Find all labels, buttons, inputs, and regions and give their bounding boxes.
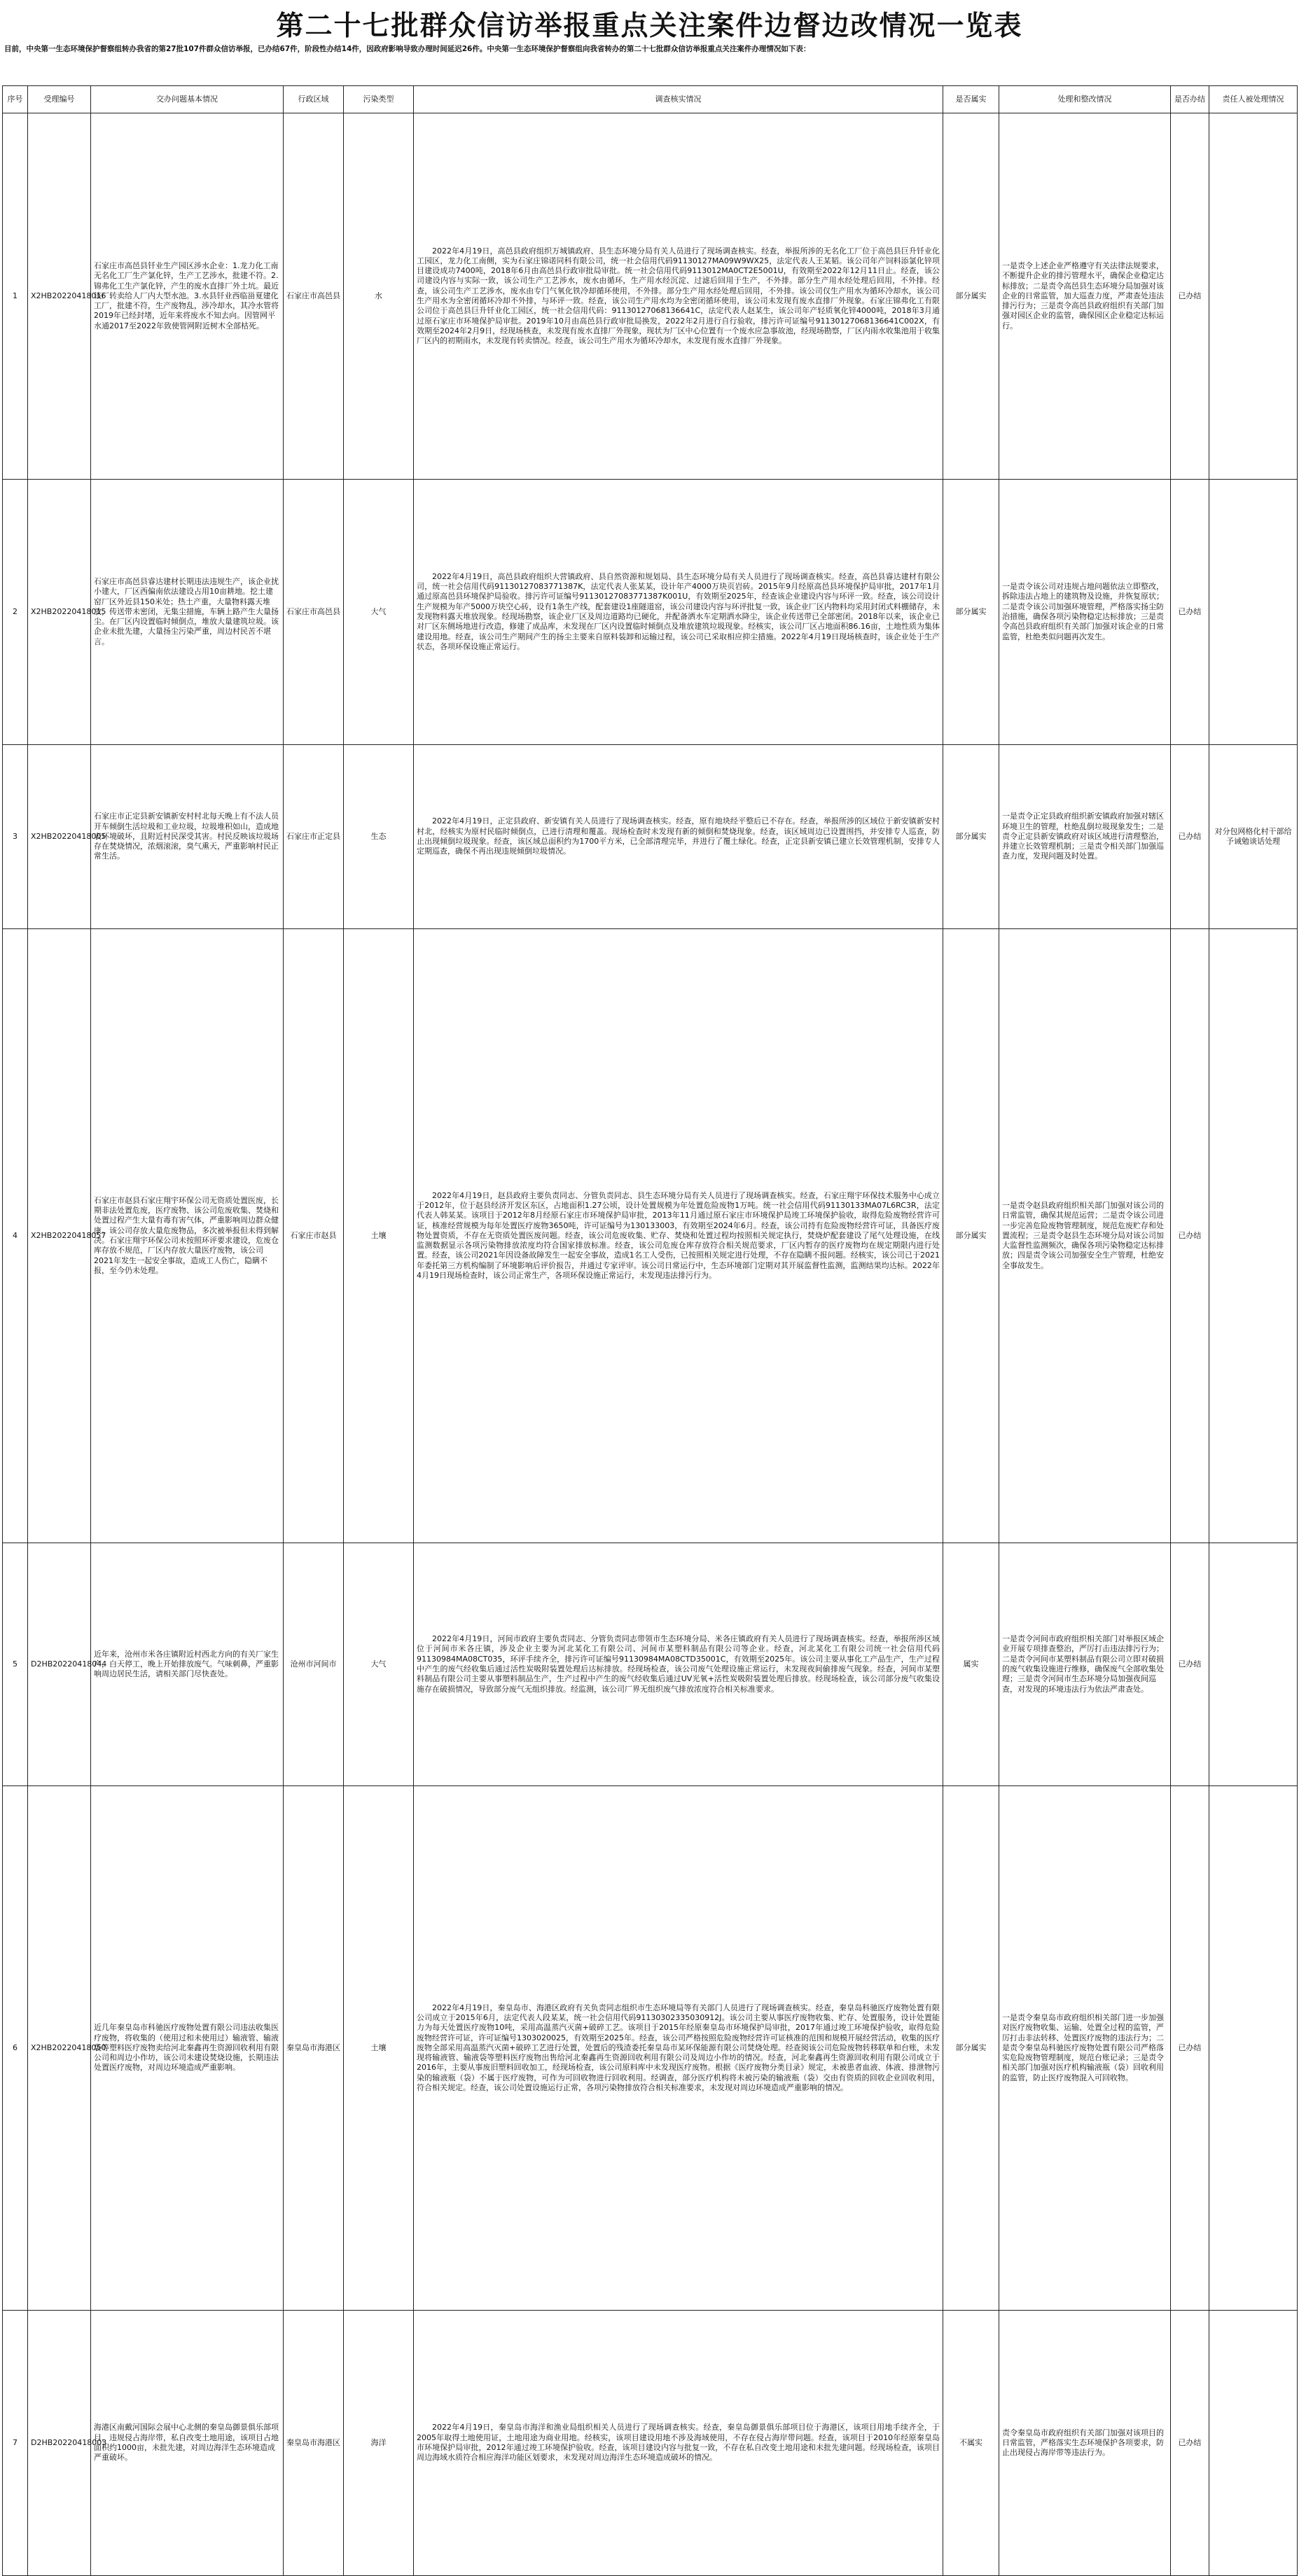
case-action: 一是责令秦皇岛市政府组织相关部门进一步加强对医疗废物收集、运输、处置全过程的监管，严厉打击非法转移、处置医疗废物的违法行为；二是责令秦皇岛科驰医疗废物处置有限公司严格落实危险废物管理制度，规范台账记录；三是责令相关部门加强对医疗机构输液瓶（袋）回收利用的监管，防止医疗废物混入可回收物。: [999, 1786, 1171, 2311]
table-row: [3, 1786, 1298, 2311]
case-type: 土壤: [344, 1786, 414, 2311]
case-truth: 部分属实: [943, 480, 999, 745]
case-punish: 对分包网格化村干部给予诫勉谈话处理: [1209, 745, 1298, 929]
row-number: 7: [3, 2311, 28, 2576]
row-number: 6: [3, 1786, 28, 2311]
case-truth: 部分属实: [943, 1786, 999, 2311]
case-punish: [1209, 1786, 1298, 2311]
row-number: 1: [3, 113, 28, 480]
case-issue: 海港区南戴河国际会展中心北侧的秦皇岛御景俱乐部项目，违规侵占海岸带，私自改变土地用途，该项目占地面积约1000亩，未批先建，对周边海洋生态环境造成严重破坏。: [91, 2311, 284, 2576]
case-punish: [1209, 929, 1298, 1543]
case-done: 已办结: [1171, 2311, 1209, 2576]
header-cell: 交办问题基本情况: [91, 86, 284, 113]
case-region: 秦皇岛市海港区: [284, 2311, 344, 2576]
row-number: 3: [3, 745, 28, 929]
case-truth: 不属实: [943, 2311, 999, 2576]
case-type: 土壤: [344, 929, 414, 1543]
case-done: 已办结: [1171, 113, 1209, 480]
case-region: 石家庄市赵县: [284, 929, 344, 1543]
header-cell: 行政区域: [284, 86, 344, 113]
case-verify: 2022年4月19日，河间市政府主要负责同志、分管负责同志带领市生态环境分局、米各庄镇政府有关人员进行了现场调查核实。经查，举报所涉区域位于河间市米各庄镇，涉及企业主要为河北某化工有限公司、河间市某塑料制品有限公司等企业。经查，河北某化工有限公司统一社会信用代码91130984MA08CT035，环评手续齐全，排污许可证编号91130984MA08CTD35001C，有效期至2025年。该公司主要从事化工产品生产，生产过程中产生的废气经收集后通过活性炭吸附装置处理后达标排放。经现场检查，该公司废气处理设施正常运行，未发现夜间偷排废气现象。经查，河间市某塑料制品有限公司主要从事塑料制品生产，生产过程中产生的废气经收集后通过UV光氧+活性炭吸附装置处理后排放。经现场检查，该公司部分废气收集设施存在破损情况，导致部分废气无组织排放。经监测，该公司厂界无组织废气排放浓度符合相关标准要求。: [414, 1543, 943, 1786]
case-action: 一是责令赵县政府组织相关部门加强对该公司的日常监管，确保其规范运营；二是责令该公司进一步完善危险废物管理制度，规范危废贮存和处置流程；三是责令赵县生态环境分局对该公司加大监督性监测频次，确保各项污染物稳定达标排放；四是责令该公司加强安全生产管理，杜绝安全事故发生。: [999, 929, 1171, 1543]
case-punish: [1209, 113, 1298, 480]
table-row: [3, 480, 1298, 745]
case-punish: [1209, 2311, 1298, 2576]
case-code: X2HB20220418015: [28, 480, 91, 745]
header-cell: 责任人被处理情况: [1209, 86, 1298, 113]
header-cell: 受理编号: [28, 86, 91, 113]
case-verify: 2022年4月19日，高邑县政府组织万城镇政府、县生态环境分局有关人员进行了现场调查核实。经查，举报所涉的无名化工厂位于高邑县巨升钎业化工园区，龙力化工南侧，实为石家庄锦诺同科有限公司，统一社会信用代码91130127MA09W9WX25，法定代表人王某韬。该公司年产饲料添氯化锌项目建设成功7400吨，2018年6月由高邑县行政审批局审批。统一社会信用代码9113012MA0CT2E5001U，有效期至2022年12月11日止。经查，该公司建设内容与实际一致，该公司生产工艺涉水，废水由循环，生产用水经沉淀、过滤后回用于生产，不外排。部分生产用水经处理后回用，不外排。经查，该公司生产工艺涉水，废水由专门气氧化铁冷却循环使用，不外排。部分生产用水经处理后回用，不外排。该公司仅生产用水为循环冷却水，该公司生产用水为全密闭循环冷却不外排，与环评一致。经查，该公司生产用水均为全密闭循环使用，该公司未发现有废水直排厂外现象。石家庄锦弗化工有限公司位于高邑县巨升钎业化工园区，统一社会信用代码：91130127068136641C，法定代表人赵某生，该公司年产轻质氧化锌4000吨，2018年3月通过原石家庄市环境保护局审批。2019年10月由高邑县行政审批局换发，2022年2月进行自行验收，排污许可证编号91130127068136641C002X，有效期至2024年2月9日，经现场核查，未发现有废水直排厂外现象，现状为厂区中心位置有一个废水应急事故池，经现场勘察，厂区内雨水收集池用于收集厂区内的初期雨水，未发现有转卖情况。经查，该公司生产用水为循环冷却水，未发现有废水直排厂外现象。: [414, 113, 943, 480]
header-cell: 是否属实: [943, 86, 999, 113]
case-done: 已办结: [1171, 1543, 1209, 1786]
case-done: 已办结: [1171, 480, 1209, 745]
case-issue: 石家庄市高邑县睿达建材长期违法违规生产，该企业扰小建大，厂区西偏南依法建设占用10亩耕地。挖土建窑厂区外近县150米处；热土产重，大量物料露天堆放，传送带未密闭，无集尘措施，车辆上路产生大量扬尘。在厂区内设置临时倾倒点，堆放大量建筑垃圾。该企业未批先建，大量扬尘污染严重，周边村民苦不堪言。: [91, 480, 284, 745]
case-punish: [1209, 1543, 1298, 1786]
case-code: D2HB20220418044: [28, 1543, 91, 1786]
case-code: X2HB20220418057: [28, 929, 91, 1543]
page-title: 第二十七批群众信访举报重点关注案件边督边改情况一览表: [276, 11, 1023, 42]
case-issue: 石家庄市正定县新安镇新安村村北每天晚上有不法人员开车倾倒生活垃圾和工业垃圾，垃圾堆积如山，造成地表环境破坏，且附近村民深受其害。村民反映该垃圾场存在焚烧情况，浓烟滚滚，臭气熏天，严重影响村民正常生活。: [91, 745, 284, 929]
case-code: X2HB20220418005: [28, 745, 91, 929]
header-cell: 调查核实情况: [414, 86, 943, 113]
case-type: 海洋: [344, 2311, 414, 2576]
header-cell: 污染类型: [344, 86, 414, 113]
case-truth: 部分属实: [943, 745, 999, 929]
case-truth: 部分属实: [943, 113, 999, 480]
header-cell: 序号: [3, 86, 28, 113]
header-cell: 处理和整改情况: [999, 86, 1171, 113]
row-number: 2: [3, 480, 28, 745]
case-region: 石家庄市高邑县: [284, 480, 344, 745]
case-truth: 属实: [943, 1543, 999, 1786]
case-region: 沧州市河间市: [284, 1543, 344, 1786]
case-code: X2HB20220418016: [28, 113, 91, 480]
case-done: 已办结: [1171, 745, 1209, 929]
table-row: [3, 929, 1298, 1543]
case-verify: 2022年4月19日，赵县政府主要负责同志、分管负责同志、县生态环境分局有关人员进行了现场调查核实。经查，石家庄翔宇环保技术服务中心成立于2012年，位于赵县经济开发区东区，占地面积1.27公顷，设计处置规模为年处置危险废物1万吨。统一社会信用代码91130133MA07L6RC3R，法定代表人韩某某。该项目于2012年8月经原石家庄市环境保护局审批，2013年11月通过原石家庄市环境保护局竣工环境保护验收，取得危险废物经营许可证，核准经营规模为每年处置医疗废物3650吨，许可证编号为130133003，有效期至2024年6月。经查，该公司持有危险废物经营许可证，具备医疗废物处置资质，不存在无资质处置医废问题。经查，该公司危废收集、贮存、焚烧和处置过程均按照相关规定执行，焚烧炉配套建设了尾气处理设施，在线监测数据显示各项污染物排放浓度均符合国家排放标准。经查，该公司危废仓库存放符合相关规范要求，厂区内暂存的医疗废物均在规定期限内进行处置。经查，该公司2021年因设备故障发生一起安全事故，造成1名工人受伤，已按照相关规定进行处理，不存在隐瞒不报问题。经核实，该公司已于2021年委托第三方机构编制了环境影响后评价报告，并通过专家评审。该公司日常运行中，生态环境部门定期对其开展监督性监测，监测结果均达标。2022年4月19日现场检查时，该公司正常生产，各项环保设施正常运行，未发现违法排污行为。: [414, 929, 943, 1543]
table-row: [3, 113, 1298, 480]
case-action: 责令秦皇岛市政府组织有关部门加强对该项目的日常监管，严格落实生态环境保护各项要求，防止出现侵占海岸带等违法行为。: [999, 2311, 1171, 2576]
table-row: [3, 2311, 1298, 2576]
case-verify: 2022年4月19日，高邑县政府组织大营镇政府、县自然资源和规划局、县生态环境分局有关人员进行了现场调查核实。经查，高邑县睿达建材有限公司，统一社会信用代码91130127083771387K，法定代表人张某某，设计年产4000万块页岩砖。2015年9月经原高邑县环境保护局审批，2017年1月通过原高邑县环境保护局验收。排污许可证编号91130127083771387K001U，有效期至2025年，经查该企业建设内容与环评一致。经查，该公司设计生产规模为年产5000万块空心砖，设有1条生产线，配套建设1座隧道窑，该公司建设内容与环评批复一致，该企业厂区内物料均采用封闭式料棚储存，未发现物料露天堆放现象。经现场勘察，该企业厂区及周边道路均已硬化，并配备洒水车定期洒水降尘，该企业传送带已全部密闭。2018年以来，该企业已对厂区东侧场地进行改造，修建了成品库，未发现在厂区内设置临时倾倒点及堆放建筑垃圾现象。经核实，该公司厂区占地面积86.16亩，土地性质为集体建设用地。经查，该公司生产期间产生的扬尘主要来自原料装卸和运输过程，该公司已采取相应抑尘措施。2022年4月19日现场核查时，该企业处于生产状态，各项环保设施正常运行。: [414, 480, 943, 745]
case-action: 一是责令该公司对违规占地问题依法立即整改，拆除违法占地上的建筑物及设施，并恢复原状；二是责令该公司加强环境管理，严格落实扬尘防治措施，确保各项污染物稳定达标排放；三是责令高邑县政府组织有关部门加强对该企业的日常监管，杜绝类似问题再次发生。: [999, 480, 1171, 745]
case-type: 生态: [344, 745, 414, 929]
case-action: 一是责令正定县政府组织新安镇政府加强对辖区环境卫生的管理，杜绝乱倒垃圾现象发生；二是责令正定县新安镇政府对该区域进行清理整治，并建立长效管理机制；三是责令相关部门加强巡查力度，发现问题及时处置。: [999, 745, 1171, 929]
case-type: 大气: [344, 1543, 414, 1786]
case-verify: 2022年4月19日，正定县政府、新安镇有关人员进行了现场调查核实。经查，原有地块经平整后已不存在。经查，举报所涉的区域位于新安镇新安村村北，经核实为原村民临时倾倒点，已进行清理和覆盖。现场检查时未发现有新的倾倒和焚烧现象。经查，该区域周边已设置围挡，并安排专人巡查，防止出现倾倒垃圾现象。经查，该区域总面积约为1700平方米，已全部清理完毕，并进行了覆土绿化。经查，正定县新安镇已建立长效管理机制，安排专人定期巡查，确保不再出现违规倾倒垃圾情况。: [414, 745, 943, 929]
page-subtitle: 目前，中央第一生态环境保护督察组转办我省的第27批107件群众信访举报，已办结67件，阶段性办结14件，因政府影响导致办理时间延迟26件。中央第一生态环境保护督察组向我省转办的第二十七批群众信访举报重点关注案件办理情况如下表：: [4, 45, 811, 53]
case-issue: 近年来，沧州市米各庄镇附近村西北方向的有关厂家生产，白天停工，晚上开始排放废气。气味刺鼻，严重影响周边居民生活，请相关部门尽快查处。: [91, 1543, 284, 1786]
case-action: 一是责令上述企业严格遵守有关法律法规要求，不断提升企业的排污管理水平，确保企业稳定达标排放；二是责令高邑县生态环境分局加强对该企业的日常监管，加大巡查力度，严肃查处违法排污行为；三是责令高邑县政府组织有关部门加强对园区企业的监管，确保园区企业稳定达标运行。: [999, 113, 1171, 480]
case-done: 已办结: [1171, 929, 1209, 1543]
case-done: 已办结: [1171, 1786, 1209, 2311]
case-punish: [1209, 480, 1298, 745]
table-row: [3, 1543, 1298, 1786]
table-row: [3, 745, 1298, 929]
row-number: 4: [3, 929, 28, 1543]
case-region: 石家庄市正定县: [284, 745, 344, 929]
case-code: X2HB20220418050: [28, 1786, 91, 2311]
case-table: [2, 85, 1298, 2576]
case-type: 水: [344, 113, 414, 480]
case-code: D2HB20220418003: [28, 2311, 91, 2576]
case-issue: 石家庄市高邑县钎业生产园区涉水企业：1.龙力化工南无名化工厂生产氯化锌，生产工艺涉水，批建不符。2.锦弗化工生产氯化锌，产生的废水直排厂外土坑。最近该厂转卖给人厂内大型水池。3.水县钎业西临甾夏建化工厂，批建不符，生产废物乱，涉冷却水，其冷水管将2019年已经封堵，近年来将废水不知去向。因管网平水通2017至2022年致使管网附近树木全部枯死。: [91, 113, 284, 480]
case-type: 大气: [344, 480, 414, 745]
case-region: 石家庄市高邑县: [284, 113, 344, 480]
case-issue: 石家庄市赵县石家庄翔宇环保公司无资质处置医废，长期非法处置危废，医疗废物、该公司危废收集、焚烧和处置过程产生大量有毒有害气体，严重影响周边群众健康。该公司存放大量危废物品，多次被举报但未得到解决。石家庄翔宇环保公司未按照环评要求建设，危废仓库存放不规范，厂区内存放大量医疗废物，该公司2021年发生一起安全事故，造成工人伤亡，隐瞒不报，至今仍未处理。: [91, 929, 284, 1543]
case-verify: 2022年4月19日，秦皇岛市海洋和渔业局组织相关人员进行了现场调查核实。经查，秦皇岛御景俱乐部项目位于海港区，该项目用地手续齐全，于2005年取得土地使用证，土地用途为商业用地。经核实，该项目建设用地不涉及海域使用，不存在侵占海岸带问题。经查，该项目于2010年经原秦皇岛市环境保护局审批，2012年通过竣工环境保护验收。经查，该项目建设内容与批复一致，不存在私自改变土地用途和未批先建问题。经现场检查，该项目周边海域水质符合相应海洋功能区划要求，未发现对周边海洋生态环境造成破坏的情况。: [414, 2311, 943, 2576]
case-truth: 部分属实: [943, 929, 999, 1543]
table-header-row: [3, 86, 1298, 113]
case-region: 秦皇岛市海港区: [284, 1786, 344, 2311]
case-action: 一是责令河间市政府组织相关部门对举报区域企业开展专项排查整治，严厉打击违法排污行为；二是责令河间市某塑料制品有限公司立即对破损的废气收集设施进行维修，确保废气全部收集处理；三是责令河间市生态环境分局加强夜间巡查，对发现的环境违法行为依法严肃查处。: [999, 1543, 1171, 1786]
case-issue: 近几年秦皇岛市科驰医疗废物处置有限公司违法收集医疗废物，将收集的（使用过和未使用过）输液管、输液袋等塑料医疗废物卖给河北秦鑫再生资源回收利用有限公司和周边小作坊，该公司未建设焚烧设施，长期违法处置医疗废物，对周边环境造成严重影响。: [91, 1786, 284, 2311]
case-verify: 2022年4月19日，秦皇岛市、海港区政府有关负责同志组织市生态环境局等有关部门人员进行了现场调查核实。经查，秦皇岛科驰医疗废物处置有限公司成立于2015年6月，法定代表人段某某，统一社会信用代码91130302335030912J。该公司主要从事医疗废物收集、贮存、处置服务，设计处置能力为每天处置医疗废物10吨，采用高温蒸汽灭菌+破碎工艺。该项目于2015年经原秦皇岛市环境保护局审批，2017年通过竣工环境保护验收，取得危险废物经营许可证，许可证编号1303020025，有效期至2025年。经查，该公司严格按照危险废物经营许可证核准的范围和规模开展经营活动，收集的医疗废物全部采用高温蒸汽灭菌+破碎工艺进行处置，处置后的残渣委托秦皇岛市某环保能源有限公司焚烧处理。经查阅该公司危险废物转移联单和台账，未发现将输液管、输液袋等塑料医疗废物出售给河北秦鑫再生资源回收利用有限公司及周边小作坊的情况。经查，河北秦鑫再生资源回收利用有限公司成立于2016年，主要从事废旧塑料回收加工，经现场检查，该公司原料库中未发现医疗废物。根据《医疗废物分类目录》规定，未被患者血液、体液、排泄物污染的输液瓶（袋）不属于医疗废物，可作为可回收物进行回收利用。经调查，部分医疗机构将未被污染的输液瓶（袋）交由有资质的回收企业回收利用，符合相关规定。经查，该公司处置设施运行正常，各项污染物排放符合相关标准要求，未发现对周边环境造成严重影响的情况。: [414, 1786, 943, 2311]
row-number: 5: [3, 1543, 28, 1786]
header-cell: 是否办结: [1171, 86, 1209, 113]
